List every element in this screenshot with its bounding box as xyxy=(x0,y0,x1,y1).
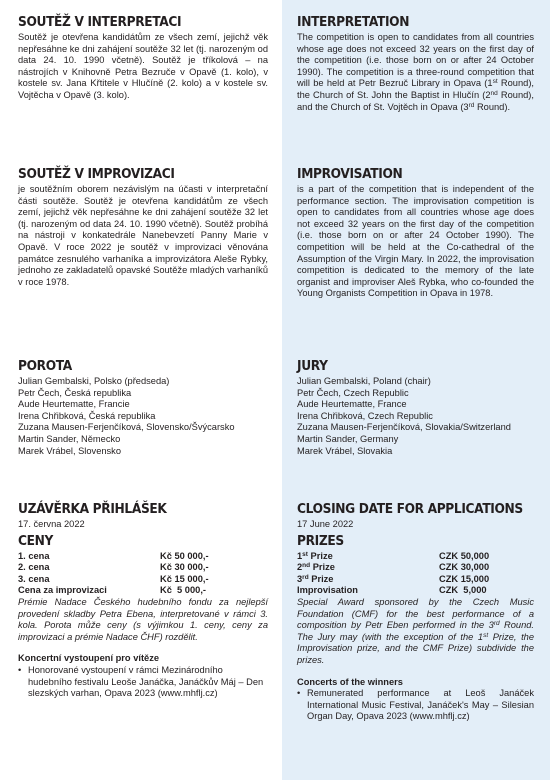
en-jury-heading: JURY xyxy=(297,358,328,374)
en-jury-member: Irena Chřibková, Czech Republic xyxy=(297,410,433,421)
prize-label: 2. cena xyxy=(18,562,50,573)
cz-improvisation-section xyxy=(18,166,268,288)
cz-prizes-heading: CENY xyxy=(18,532,54,549)
en-interpretation-section xyxy=(297,14,534,113)
prize-row xyxy=(18,551,209,563)
cz-closing-section xyxy=(18,501,268,700)
cz-improvisation-text: je soutěžním oborem nezávislým na účasti v interpretační části soutěže. Soutěž je otevřena kandidátům ze všech zemí, jejichž věk nepřesáhne ke dni zahájení soutěže 32 let (tj. narozeným od data 24. 10. 1990 včetně). Soutěž probíhá na nástroji v konkatedrále Nanebevzetí Panny Marie v Opavě. V roce 2022 je soutěž v improvizaci věnována památce zesnulého varhaníka a improvizátora Aleše Rybky, jednoho ze zakladatelů opavské Soutěže mladých varhaníků v roce 1978. xyxy=(18,184,268,287)
en-closing-section xyxy=(297,501,534,723)
prize-row xyxy=(18,574,209,586)
bullet-icon: • xyxy=(297,688,301,699)
prize-row xyxy=(297,562,489,574)
en-concerts-heading: Concerts of the winners xyxy=(297,676,403,687)
cz-jury-member: Aude Heurtematte, Francie xyxy=(18,399,130,410)
prize-label: Improvisation xyxy=(297,585,358,596)
prize-amount: Kč 30 000,- xyxy=(160,562,209,573)
cz-jury-member: Zuzana Mausen-Ferjenčíková, Slovensko/Švýcarsko xyxy=(18,422,235,433)
prize-row xyxy=(18,585,209,597)
cz-closing-heading: UZÁVĚRKA PŘIHLÁŠEK xyxy=(18,501,167,517)
en-closing-date: 17 June 2022 xyxy=(297,519,354,529)
prize-amount: Kč 15 000,- xyxy=(160,573,209,584)
prize-row xyxy=(297,585,489,597)
en-improvisation-heading: IMPROVISATION xyxy=(297,166,403,182)
cz-closing-date: 17. června 2022 xyxy=(18,519,85,529)
prize-amount: CZK 50,000 xyxy=(439,550,490,561)
cz-jury-heading: POROTA xyxy=(18,358,72,374)
cz-jury-member: Marek Vrábel, Slovensko xyxy=(18,445,122,456)
en-concerts-item xyxy=(297,688,534,723)
en-jury-member: Petr Čech, Czech Republic xyxy=(297,387,409,398)
cz-special-award-text: Prémie Nadace Českého hudebního fondu za nejlepší provedení skladby Petra Ebena, interpretované v rámci 3. kola. Porota může ceny (s výjimkou 1. ceny, ceny za improvizaci a prémie Nadace ČHF) rozdělit. xyxy=(18,596,268,642)
en-jury-member: Aude Heurtematte, France xyxy=(297,399,407,410)
en-interpretation-text: The competition is open to candidates from all countries whose age does not exceed 32 years on the first day of the competition (i.e. those born on or after 24 October 1990). The competition is a three-round competition that will be held at Petr Bezruč Library in Opava (1st Round), the Church of St. John the Baptist in Hlučín (2nd Round), and the Church of St. Vojtěch in Opava (3rd Round). xyxy=(297,32,534,112)
prize-label: 3rd Prize xyxy=(297,573,334,584)
prize-row xyxy=(297,574,489,586)
prize-row xyxy=(18,562,209,574)
cz-improvisation-heading: SOUTĚŽ V IMPROVIZACI xyxy=(18,166,175,182)
cz-interpretation-text: Soutěž je otevřena kandidátům ze všech zemí, jejichž věk nepřesáhne ke dni zahájení soutěže 32 let (tj. narozeným od data 24. 10. 1990 včetně). Soutěž je tříkolová – na nástrojích v Knihovně Petra Bezruče v Opavě (1. kolo), v kostele sv. Jana Křtitele v Hlučíně (2. kolo) a v kostele sv. Vojtěcha v Opavě (3. kolo). xyxy=(18,32,268,100)
en-improvisation-section xyxy=(297,166,534,300)
en-jury-member: Marek Vrábel, Slovakia xyxy=(297,445,393,456)
cz-concerts-item xyxy=(18,665,268,700)
prize-label: 3. cena xyxy=(18,573,50,584)
prize-amount: CZK 30,000 xyxy=(439,562,490,573)
en-interpretation-heading: INTERPRETATION xyxy=(297,14,410,30)
cz-concerts-heading: Koncertní vystoupení pro vítěze xyxy=(18,653,160,664)
prize-amount: Kč 5 000,- xyxy=(160,585,206,596)
en-jury-member: Julian Gembalski, Poland (chair) xyxy=(297,376,431,386)
prize-label: 1. cena xyxy=(18,550,50,561)
en-closing-heading: CLOSING DATE FOR APPLICATIONS xyxy=(297,501,523,517)
cz-interpretation-heading: SOUTĚŽ V INTERPRETACI xyxy=(18,14,182,30)
en-improvisation-text: is a part of the competition that is independent of the performance section. The improvisation competition is open to candidates from all countries whose age does not exceed 32 years on the first day of the competition (i.e. those born on or after 24 October 1990). The competition will be held at the Co-cathedral of the Assumption of the Virgin Mary. In 2022, the improvisation competition is dedicated to the memory of the late organist and improviser Aleš Rybka, who co-founded the Young Organists Competition in Opava in 1978. xyxy=(297,184,534,299)
prize-amount: Kč 50 000,- xyxy=(160,550,209,561)
cz-concerts-text: Honorované vystoupení v rámci Mezinárodního hudebního festivalu Leoše Janáčka, Janáčkův Máj – Den slezských varhan, Opava 2023 (www.mhflj.cz) xyxy=(28,664,264,699)
en-jury-section xyxy=(297,358,534,457)
cz-jury-section xyxy=(18,358,268,457)
cz-jury-member: Julian Gembalski, Polsko (předseda) xyxy=(18,376,170,386)
prize-label: Cena za improvizaci xyxy=(18,585,107,596)
prize-amount: CZK 15,000 xyxy=(439,573,490,584)
en-jury-member: Zuzana Mausen-Ferjenčíková, Slovakia/Switzerland xyxy=(297,422,511,433)
bullet-icon: • xyxy=(18,664,22,675)
prize-label: 2nd Prize xyxy=(297,562,335,573)
en-prizes-table xyxy=(297,551,489,597)
en-prizes-heading: PRIZES xyxy=(297,532,344,549)
cz-prizes-table xyxy=(18,551,209,597)
en-special-award-text: Special Award sponsored by the Czech Music Foundation (CMF) for the best performance of a composition by Petr Eben performed in the 3rd Round. The Jury may (with the exception of the 1st Prize, the Improvisation prize, and the CMF Prize) subdivide the prizes. xyxy=(297,596,534,665)
prize-amount: CZK 5,000 xyxy=(439,585,487,596)
en-concerts-text: Remunerated performance at Leoš Janáček International Music Festival, Janáček's May – Silesian Organ Day, Opava 2023 (www.mhflj.cz) xyxy=(307,688,534,722)
en-jury-member: Martin Sander, Germany xyxy=(297,433,399,444)
cz-jury-member: Irena Chřibková, Česká republika xyxy=(18,410,156,421)
cz-interpretation-section xyxy=(18,14,268,102)
cz-jury-member: Petr Čech, Česká republika xyxy=(18,387,132,398)
prize-row xyxy=(297,551,489,563)
cz-jury-member: Martin Sander, Německo xyxy=(18,433,121,444)
prize-label: 1st Prize xyxy=(297,550,333,561)
